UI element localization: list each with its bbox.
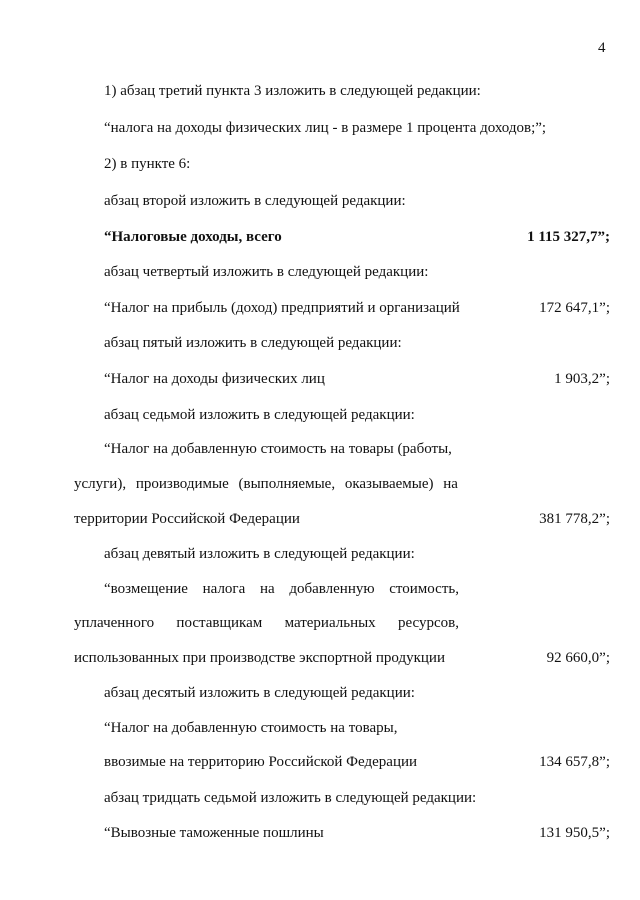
export-duties-label: “Вывозные таможенные пошлины bbox=[104, 825, 324, 841]
vat-refund-label: использованных при производстве экспортной продукции bbox=[74, 650, 445, 666]
word: (выполняемые, bbox=[238, 476, 336, 492]
profit-tax-value: 172 647,1”; bbox=[539, 300, 610, 316]
word: материальных bbox=[284, 615, 376, 631]
paragraph-line: “Налог на добавленную стоимость на товары (работы, bbox=[104, 441, 452, 457]
paragraph-line: “Налог на добавленную стоимость на товары, bbox=[104, 720, 398, 736]
tax-revenue-value: 1 115 327,7”; bbox=[527, 229, 610, 245]
vat-import-value: 134 657,8”; bbox=[539, 754, 610, 770]
paragraph-line: абзац тридцать седьмой изложить в следующей редакции: bbox=[104, 790, 477, 806]
word: оказываемые) bbox=[344, 476, 434, 492]
paragraph-line: абзац четвертый изложить в следующей редакции: bbox=[104, 264, 429, 280]
word: добавленную bbox=[289, 581, 375, 597]
word: поставщикам bbox=[176, 615, 263, 631]
word: уплаченного bbox=[74, 615, 155, 631]
word: стоимость, bbox=[389, 581, 459, 597]
paragraph-line: абзац пятый изложить в следующей редакции: bbox=[104, 335, 402, 351]
word: ресурсов, bbox=[398, 615, 459, 631]
tax-revenue-label: “Налоговые доходы, всего bbox=[104, 229, 282, 245]
justified-line bbox=[74, 614, 459, 632]
vat-import-label: ввозимые на территорию Российской Федерации bbox=[104, 754, 418, 770]
vat-domestic-value: 381 778,2”; bbox=[539, 511, 610, 527]
income-tax-label: “Налог на доходы физических лиц bbox=[104, 371, 325, 387]
vat-refund-value: 92 660,0”; bbox=[546, 650, 610, 666]
justified-line bbox=[74, 475, 458, 493]
paragraph-line: 2) в пункте 6: bbox=[104, 156, 191, 172]
export-duties-value: 131 950,5”; bbox=[539, 825, 610, 841]
page-number: 4 bbox=[598, 40, 606, 56]
paragraph-line: абзац девятый изложить в следующей редакции: bbox=[104, 546, 415, 562]
word: “возмещение bbox=[104, 581, 188, 597]
income-tax-value: 1 903,2”; bbox=[554, 371, 610, 387]
word: производимые bbox=[135, 476, 229, 492]
paragraph-line: абзац второй изложить в следующей редакции: bbox=[104, 193, 406, 209]
word: услуги), bbox=[74, 476, 127, 492]
justified-line bbox=[104, 580, 459, 598]
paragraph-line: абзац седьмой изложить в следующей редакции: bbox=[104, 407, 415, 423]
paragraph-line: “налога на доходы физических лиц - в размере 1 процента доходов;”; bbox=[104, 120, 547, 136]
word: налога bbox=[202, 581, 246, 597]
profit-tax-label: “Налог на прибыль (доход) предприятий и организаций bbox=[104, 300, 460, 316]
vat-domestic-label: территории Российской Федерации bbox=[74, 511, 300, 527]
paragraph-line: абзац десятый изложить в следующей редакции: bbox=[104, 685, 415, 701]
paragraph-line: 1) абзац третий пункта 3 изложить в следующей редакции: bbox=[104, 83, 481, 99]
word: на bbox=[259, 581, 275, 597]
word: на bbox=[443, 476, 458, 492]
